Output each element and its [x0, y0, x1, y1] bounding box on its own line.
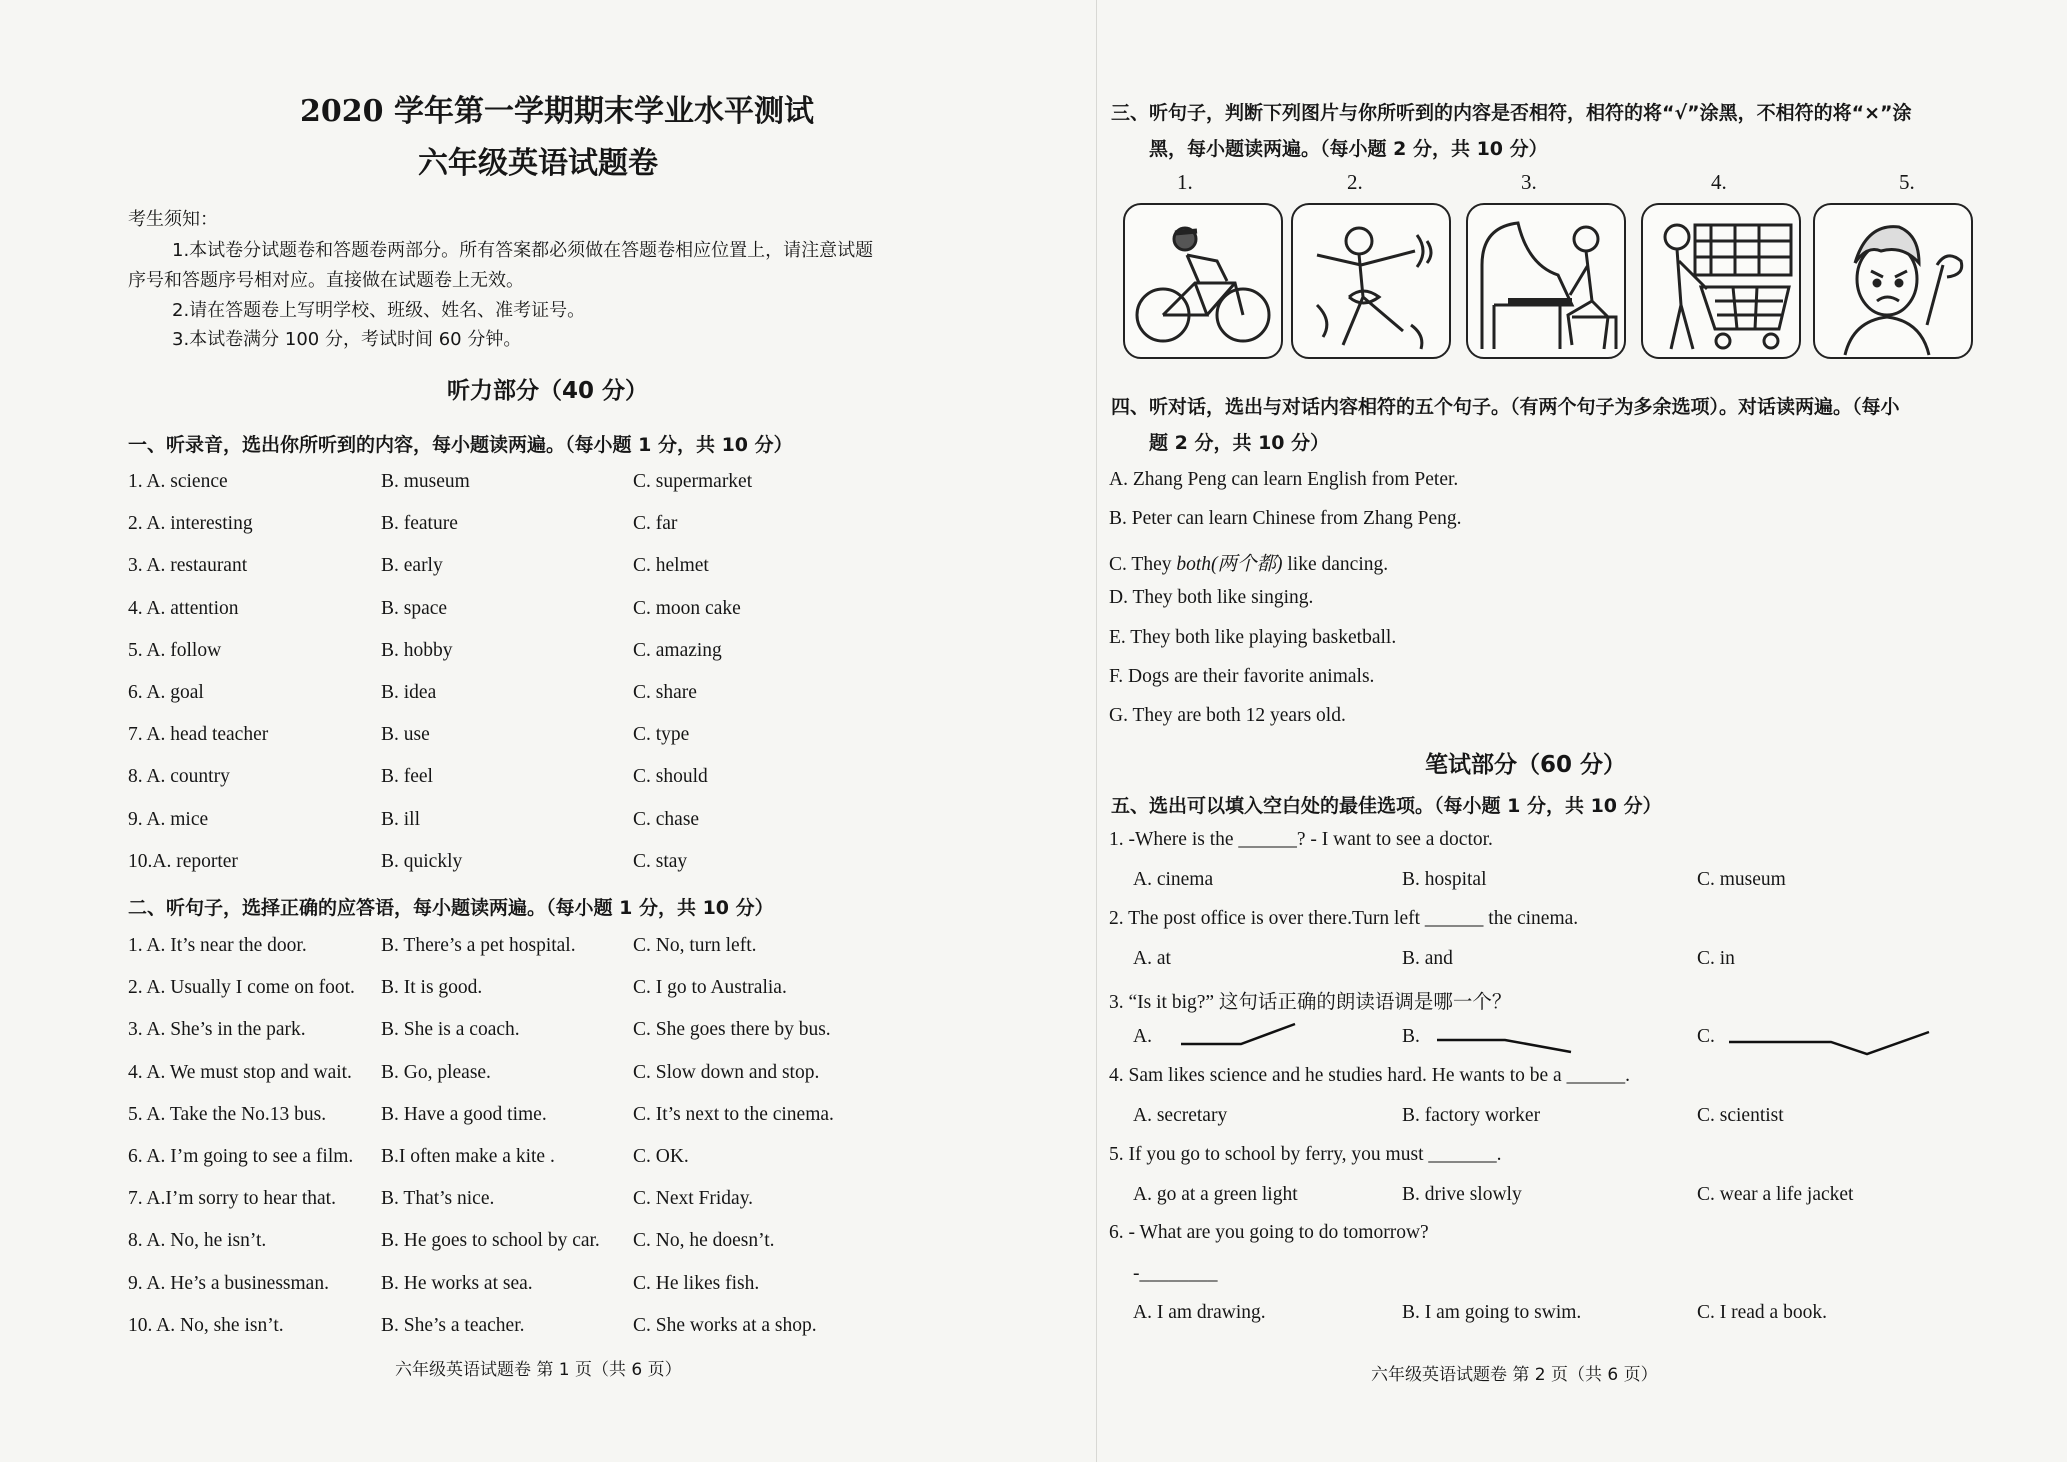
part2-option-c: C. Next Friday.	[633, 1188, 754, 1210]
part1-option-c: C. stay	[633, 850, 688, 872]
part2-option-b: B. That’s nice.	[381, 1188, 495, 1210]
q5-option-c: C. wear a life jacket	[1697, 1184, 1854, 1205]
picture-number: 2.	[1347, 170, 1363, 194]
page-footer: 六年级英语试题卷 第 2 页（共 6 页）	[1371, 1365, 1658, 1385]
notice-line: 3.本试卷满分 100 分，考试时间 60 分钟。	[172, 329, 522, 350]
part2-option-a: 6. A. I’m going to see a film.	[128, 1146, 354, 1167]
part2-option-c: C. She goes there by bus.	[633, 1019, 831, 1041]
part1-option-b: B. idea	[381, 682, 437, 703]
part1-option-b: B. feel	[381, 766, 433, 788]
part5-heading: 五、选出可以填入空白处的最佳选项。（每小题 1 分，共 10 分）	[1111, 795, 1662, 817]
part2-option-c: C. I go to Australia.	[633, 977, 787, 999]
question-3: 3. “Is it big?” 这句话正确的朗读语调是哪一个？	[1109, 992, 1512, 1013]
q3-option-c: C.	[1697, 1026, 1715, 1047]
part1-option-a: 7. A. head teacher	[128, 724, 269, 746]
part2-option-c: C. He likes fish.	[633, 1272, 760, 1294]
q2-option-b: B. and	[1402, 948, 1453, 969]
exam-page-2	[1096, 0, 2067, 1462]
part2-option-a: 9. A. He’s a businessman.	[128, 1272, 329, 1294]
piano-picture	[1466, 203, 1626, 359]
option-c	[1109, 548, 1388, 576]
part2-option-a: 10. A. No, she isn’t.	[128, 1314, 284, 1336]
part2-option-c: C. She works at a shop.	[633, 1314, 817, 1336]
part1-option-c: C. moon cake	[633, 597, 741, 619]
notice-line: 2.请在答题卷上写明学校、班级、姓名、准考证号。	[172, 300, 586, 321]
q5-option-b: B. drive slowly	[1402, 1184, 1522, 1205]
part1-option-c: C. should	[633, 766, 708, 788]
part1-option-a: 2. A. interesting	[128, 513, 253, 535]
option-c-italic: both(两个都)	[1176, 554, 1283, 575]
part4-heading-cont: 题 2 分，共 10 分）	[1149, 432, 1330, 454]
q6-option-c: C. I read a book.	[1697, 1302, 1827, 1323]
part1-option-c: C. share	[633, 682, 697, 703]
rise-fall-intonation-line	[1727, 1018, 1933, 1058]
part1-option-b: B. hobby	[381, 639, 453, 661]
part1-option-b: B. early	[381, 555, 443, 577]
part2-option-b: B. He goes to school by car.	[381, 1230, 600, 1252]
part2-option-b: B. Go, please.	[381, 1061, 491, 1083]
q1-option-a: A. cinema	[1133, 869, 1214, 890]
part2-option-a: 7. A.I’m sorry to hear that.	[128, 1188, 336, 1210]
q1-option-b: B. hospital	[1402, 869, 1487, 890]
q2-option-c: C. in	[1697, 948, 1735, 969]
part2-option-b: B. There’s a pet hospital.	[381, 935, 576, 956]
part4-heading: 四、听对话，选出与对话内容相符的五个句子。（有两个句子为多余选项）。对话读两遍。（每小	[1111, 396, 1900, 418]
part1-option-a: 9. A. mice	[128, 808, 209, 830]
part1-option-b: B. quickly	[381, 850, 463, 872]
falling-intonation-line	[1435, 1018, 1575, 1054]
part1-option-b: B. museum	[381, 471, 470, 492]
part1-option-a: 5. A. follow	[128, 639, 222, 661]
exam-title: 2020 学年第一学期期末学业水平测试	[300, 94, 814, 129]
part2-option-c: C. It’s next to the cinema.	[633, 1103, 834, 1125]
part1-heading: 一、听录音，选出你所听到的内容，每小题读两遍。（每小题 1 分，共 10 分）	[128, 434, 793, 456]
cyclist-picture	[1123, 203, 1283, 359]
part2-option-b: B. It is good.	[381, 977, 483, 999]
page-footer: 六年级英语试题卷 第 1 页（共 6 页）	[395, 1360, 682, 1380]
listening-header: 听力部分（40 分）	[447, 378, 649, 404]
part1-option-c: C. amazing	[633, 639, 722, 661]
part2-option-a: 8. A. No, he isn’t.	[128, 1230, 267, 1252]
part1-option-a: 10.A. reporter	[128, 850, 238, 872]
part2-option-b: B. Have a good time.	[381, 1103, 547, 1125]
question-4: 4. Sam likes science and he studies hard. He wants to be a ______.	[1109, 1065, 1630, 1086]
part2-option-a: 2. A. Usually I come on foot.	[128, 977, 355, 999]
option-f: F. Dogs are their favorite animals.	[1109, 666, 1375, 687]
writing-header: 笔试部分（60 分）	[1425, 752, 1627, 778]
part2-option-a: 3. A. She’s in the park.	[128, 1019, 306, 1041]
question-6: 6. - What are you going to do tomorrow?	[1109, 1222, 1429, 1243]
option-a: A. Zhang Peng can learn English from Peter.	[1109, 469, 1459, 490]
q3-option-b: B.	[1402, 1026, 1420, 1047]
q6-option-b: B. I am going to swim.	[1402, 1302, 1582, 1323]
part1-option-c: C. type	[633, 724, 690, 746]
part2-option-c: C. OK.	[633, 1146, 689, 1167]
q6-answer-blank: -________	[1133, 1263, 1218, 1284]
part1-option-c: C. far	[633, 513, 678, 535]
option-b: B. Peter can learn Chinese from Zhang Peng.	[1109, 508, 1462, 529]
question-5: 5. If you go to school by ferry, you must _______.	[1109, 1144, 1502, 1165]
part1-option-c: C. supermarket	[633, 471, 753, 492]
part1-option-b: B. space	[381, 597, 448, 619]
rising-intonation-line	[1179, 1018, 1299, 1048]
part1-option-b: B. feature	[381, 513, 458, 535]
part1-option-b: B. use	[381, 724, 430, 746]
option-c-prefix: C. They	[1109, 554, 1177, 575]
q4-option-b: B. factory worker	[1402, 1105, 1541, 1126]
notice-heading: 考生须知：	[128, 209, 218, 230]
part2-heading: 二、听句子，选择正确的应答语，每小题读两遍。（每小题 1 分，共 10 分）	[128, 897, 774, 919]
picture-number: 3.	[1521, 170, 1537, 194]
part1-option-a: 3. A. restaurant	[128, 555, 248, 577]
q3-option-a: A.	[1133, 1026, 1152, 1047]
q5-option-a: A. go at a green light	[1133, 1184, 1298, 1205]
option-d: D. They both like singing.	[1109, 587, 1314, 608]
part1-option-a: 4. A. attention	[128, 597, 239, 619]
part1-option-b: B. ill	[381, 808, 421, 830]
q6-option-a: A. I am drawing.	[1133, 1302, 1266, 1323]
shopping-picture	[1641, 203, 1801, 359]
option-e: E. They both like playing basketball.	[1109, 627, 1397, 648]
part2-option-a: 4. A. We must stop and wait.	[128, 1061, 352, 1083]
part2-option-a: 5. A. Take the No.13 bus.	[128, 1103, 327, 1125]
exam-subtitle: 六年级英语试题卷	[418, 146, 658, 181]
q4-option-a: A. secretary	[1133, 1105, 1228, 1126]
angry-boy-picture	[1813, 203, 1973, 359]
q1-option-c: C. museum	[1697, 869, 1786, 890]
part1-option-c: C. helmet	[633, 555, 709, 577]
dancer-picture	[1291, 203, 1451, 359]
notice-line: 1.本试卷分试题卷和答题卷两部分。所有答案都必须做在答题卷相应位置上，请注意试题	[172, 240, 874, 261]
part1-option-c: C. chase	[633, 808, 700, 830]
question-1: 1. -Where is the ______? - I want to see a doctor.	[1109, 829, 1493, 850]
part1-option-a: 1. A. science	[128, 471, 228, 492]
part1-option-a: 8. A. country	[128, 766, 230, 788]
part2-option-c: C. No, turn left.	[633, 935, 757, 956]
part3-heading: 三、听句子，判断下列图片与你所听到的内容是否相符，相符的将“√”涂黑，不相符的将“×”涂	[1111, 102, 1912, 124]
part2-option-b: B. He works at sea.	[381, 1272, 533, 1294]
part2-option-b: B. She’s a teacher.	[381, 1314, 525, 1336]
part2-option-b: B.I often make a kite .	[381, 1146, 555, 1167]
notice-line: 序号和答题序号相对应。直接做在试题卷上无效。	[128, 270, 524, 291]
picture-number: 4.	[1711, 170, 1727, 194]
part2-option-c: C. No, he doesn’t.	[633, 1230, 775, 1252]
part3-heading-cont: 黑，每小题读两遍。（每小题 2 分，共 10 分）	[1149, 138, 1548, 160]
part1-option-a: 6. A. goal	[128, 682, 204, 703]
question-2: 2. The post office is over there.Turn left ______ the cinema.	[1109, 908, 1579, 929]
part2-option-a: 1. A. It’s near the door.	[128, 935, 307, 956]
option-g: G. They are both 12 years old.	[1109, 705, 1346, 726]
option-c-suffix: like dancing.	[1282, 554, 1389, 575]
part2-option-b: B. She is a coach.	[381, 1019, 520, 1041]
q2-option-a: A. at	[1133, 948, 1171, 969]
picture-number: 5.	[1899, 170, 1915, 194]
picture-number: 1.	[1177, 170, 1193, 194]
q4-option-c: C. scientist	[1697, 1105, 1784, 1126]
part2-option-c: C. Slow down and stop.	[633, 1061, 820, 1083]
